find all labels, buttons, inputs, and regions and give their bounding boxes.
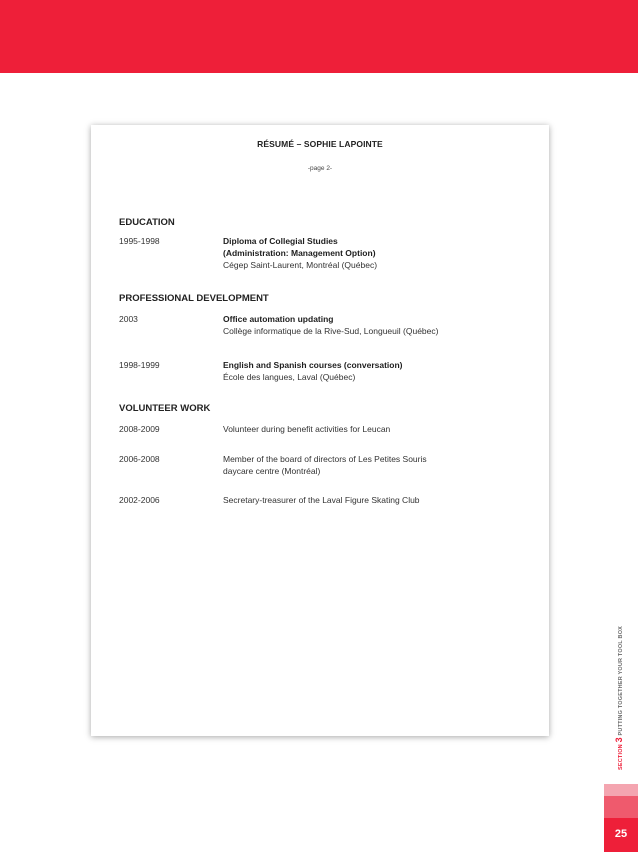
entry-date: 2006-2008 <box>119 454 160 464</box>
entry-description: Member of the board of directors of Les Petites Souris <box>223 454 427 464</box>
entry-institution: Collège informatique de la Rive-Sud, Longueuil (Québec) <box>223 326 439 336</box>
resume-page-label: -page 2- <box>307 165 333 172</box>
entry-subtitle: (Administration: Management Option) <box>223 248 376 258</box>
page-number-box <box>604 818 638 852</box>
entry-date: 1995-1998 <box>119 236 160 246</box>
decorative-bar-light <box>604 784 638 796</box>
decorative-bar-mid <box>604 796 638 818</box>
section-number: 3 <box>614 737 624 743</box>
resume-page <box>91 125 549 736</box>
entry-title: Office automation updating <box>223 314 334 324</box>
entry-date: 2003 <box>119 314 138 324</box>
header-band <box>0 0 638 73</box>
entry-description-continued: daycare centre (Montréal) <box>223 466 321 476</box>
entry-date: 1998-1999 <box>119 360 160 370</box>
entry-date: 2002-2006 <box>119 495 160 505</box>
page-number: 25 <box>614 828 628 840</box>
section-heading-volunteer-work: VOLUNTEER WORK <box>119 403 211 414</box>
entry-description: Volunteer during benefit activities for Leucan <box>223 424 391 434</box>
entry-institution: École des langues, Laval (Québec) <box>223 372 356 382</box>
section-running-head <box>614 626 624 770</box>
section-label: SECTION <box>618 744 624 770</box>
section-title: PUTTING TOGETHER YOUR TOOL BOX <box>618 625 624 736</box>
entry-date: 2008-2009 <box>119 424 160 434</box>
entry-title: English and Spanish courses (conversation) <box>223 360 403 370</box>
resume-title: RÉSUMÉ – SOPHIE LAPOINTE <box>257 139 383 149</box>
entry-institution: Cégep Saint-Laurent, Montréal (Québec) <box>223 260 378 270</box>
entry-title: Diploma of Collegial Studies <box>223 236 338 246</box>
section-heading-professional-development: PROFESSIONAL DEVELOPMENT <box>119 293 269 304</box>
section-heading-education: EDUCATION <box>119 217 175 228</box>
entry-description: Secretary-treasurer of the Laval Figure Skating Club <box>223 495 420 505</box>
